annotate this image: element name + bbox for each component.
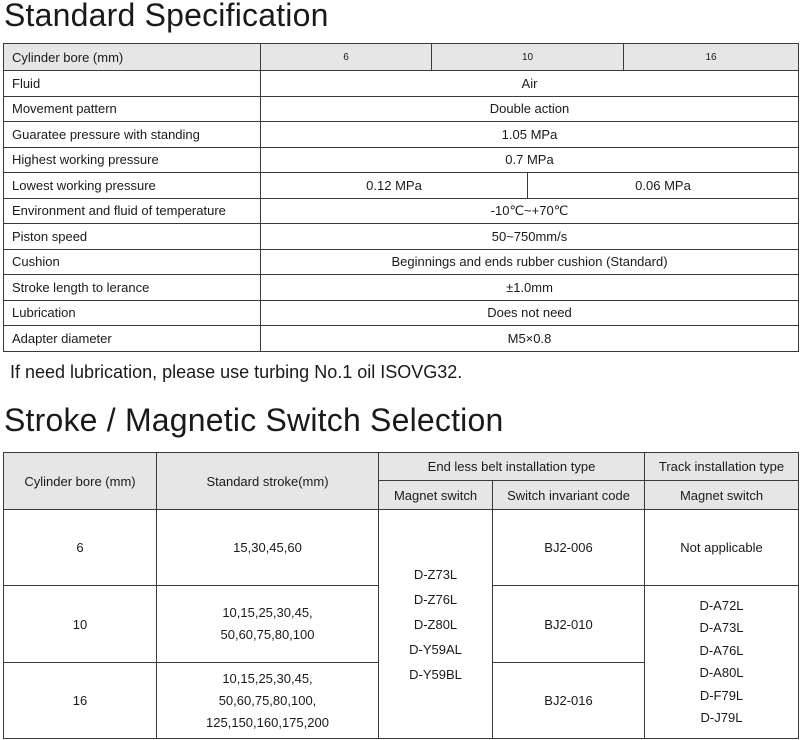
spec-row-label: Piston speed [4, 224, 261, 250]
spec-row [4, 96, 799, 122]
spec-row [4, 275, 799, 301]
standard-spec-table [3, 43, 799, 352]
stroke-line: 50,60,75,80,100 [220, 627, 315, 642]
spec-row-label: Fluid [4, 71, 261, 97]
spec-row-value: 1.05 MPa [261, 122, 799, 148]
switch-item: D-Z73L [413, 566, 458, 582]
stroke-cell [157, 510, 379, 586]
track-not-applicable-cell: Not applicable [645, 510, 799, 586]
selection-header-row [4, 453, 799, 481]
spec-row [4, 147, 799, 173]
track-switch-list [645, 586, 799, 739]
switch-item: D-Z76L [413, 591, 458, 607]
spec-row-value: Double action [261, 96, 799, 122]
spec-row-label: Movement pattern [4, 96, 261, 122]
spec-row-label: Environment and fluid of temperature [4, 198, 261, 224]
spec-row [4, 224, 799, 250]
spec-header-label: Cylinder bore (mm) [4, 44, 261, 71]
stroke-line: 10,15,25,30,45, [222, 670, 313, 686]
bore-cell: 10 [4, 586, 157, 663]
switch-item: D-F79L [699, 687, 744, 703]
stroke-header: Standard stroke(mm) [157, 453, 379, 510]
magnet-switch-header: Magnet switch [379, 481, 493, 510]
track-magnet-switch-header: Magnet switch [645, 481, 799, 510]
spec-row-value-large-bore: 0.06 MPa [528, 173, 799, 199]
bore-16-header: 16 [624, 44, 799, 71]
switch-item: D-A72L [699, 597, 744, 613]
spec-row-label: Lowest working pressure [4, 173, 261, 199]
bore-cell: 6 [4, 510, 157, 586]
endless-switch-list [379, 510, 493, 739]
spec-row-label: Guaratee pressure with standing [4, 122, 261, 148]
lubrication-note: If need lubrication, please use turbing No.1 oil ISOVG32. [10, 362, 463, 382]
stroke-cell [157, 663, 379, 739]
spec-row-label: Stroke length to lerance [4, 275, 261, 301]
spec-row-value: M5×0.8 [261, 326, 799, 352]
spec-row-value: Does not need [261, 300, 799, 326]
stroke-line: 125,150,160,175,200 [206, 714, 329, 730]
switch-item: D-Y59AL [409, 641, 462, 657]
spec-row-value-small-bore: 0.12 MPa [261, 173, 528, 199]
switch-item: D-A80L [699, 665, 744, 680]
spec-row-label: Cushion [4, 249, 261, 275]
switch-code-cell: BJ2-010 [493, 586, 645, 663]
switch-item: D-J79L [700, 710, 743, 725]
stroke-line: 15,30,45,60 [233, 539, 302, 555]
stroke-line: 50,60,75,80,100, [218, 692, 317, 708]
spec-row-value: -10℃~+70℃ [261, 198, 799, 224]
spec-row-value: 0.7 MPa [261, 147, 799, 173]
bore-10-header: 10 [432, 44, 624, 71]
switch-item: D-A73L [699, 620, 744, 635]
track-header: Track installation type [645, 453, 799, 481]
spec-row-label: Lubrication [4, 300, 261, 326]
switch-item: D-A76L [699, 642, 744, 658]
table-row [4, 510, 799, 586]
switch-code-header: Switch invariant code [493, 481, 645, 510]
stroke-line: 10,15,25,30,45, [222, 605, 313, 620]
spec-row [4, 71, 799, 97]
spec-row-value: Air [261, 71, 799, 97]
spec-row-value: Beginnings and ends rubber cushion (Standard) [261, 249, 799, 275]
spec-header-row [4, 44, 799, 71]
spec-row [4, 122, 799, 148]
spec-row-value: ±1.0mm [261, 275, 799, 301]
spec-row-label: Adapter diameter [4, 326, 261, 352]
bore-6-header: 6 [261, 44, 432, 71]
spec-row [4, 173, 799, 199]
stroke-switch-selection-table [3, 452, 799, 739]
switch-item: D-Z80L [413, 616, 458, 632]
spec-row [4, 326, 799, 352]
spec-row [4, 249, 799, 275]
spec-row [4, 300, 799, 326]
switch-code-cell: BJ2-006 [493, 510, 645, 586]
stroke-cell [157, 586, 379, 663]
switch-code-cell: BJ2-016 [493, 663, 645, 739]
spec-row-label: Highest working pressure [4, 147, 261, 173]
bore-header: Cylinder bore (mm) [4, 453, 157, 510]
switch-item: D-Y59BL [409, 666, 462, 682]
spec-section-title: Standard Specification [4, 0, 329, 33]
spec-row-value: 50~750mm/s [261, 224, 799, 250]
selection-section-title: Stroke / Magnetic Switch Selection [4, 402, 504, 438]
spec-row [4, 198, 799, 224]
bore-cell: 16 [4, 663, 157, 739]
endless-belt-header: End less belt installation type [379, 453, 645, 481]
